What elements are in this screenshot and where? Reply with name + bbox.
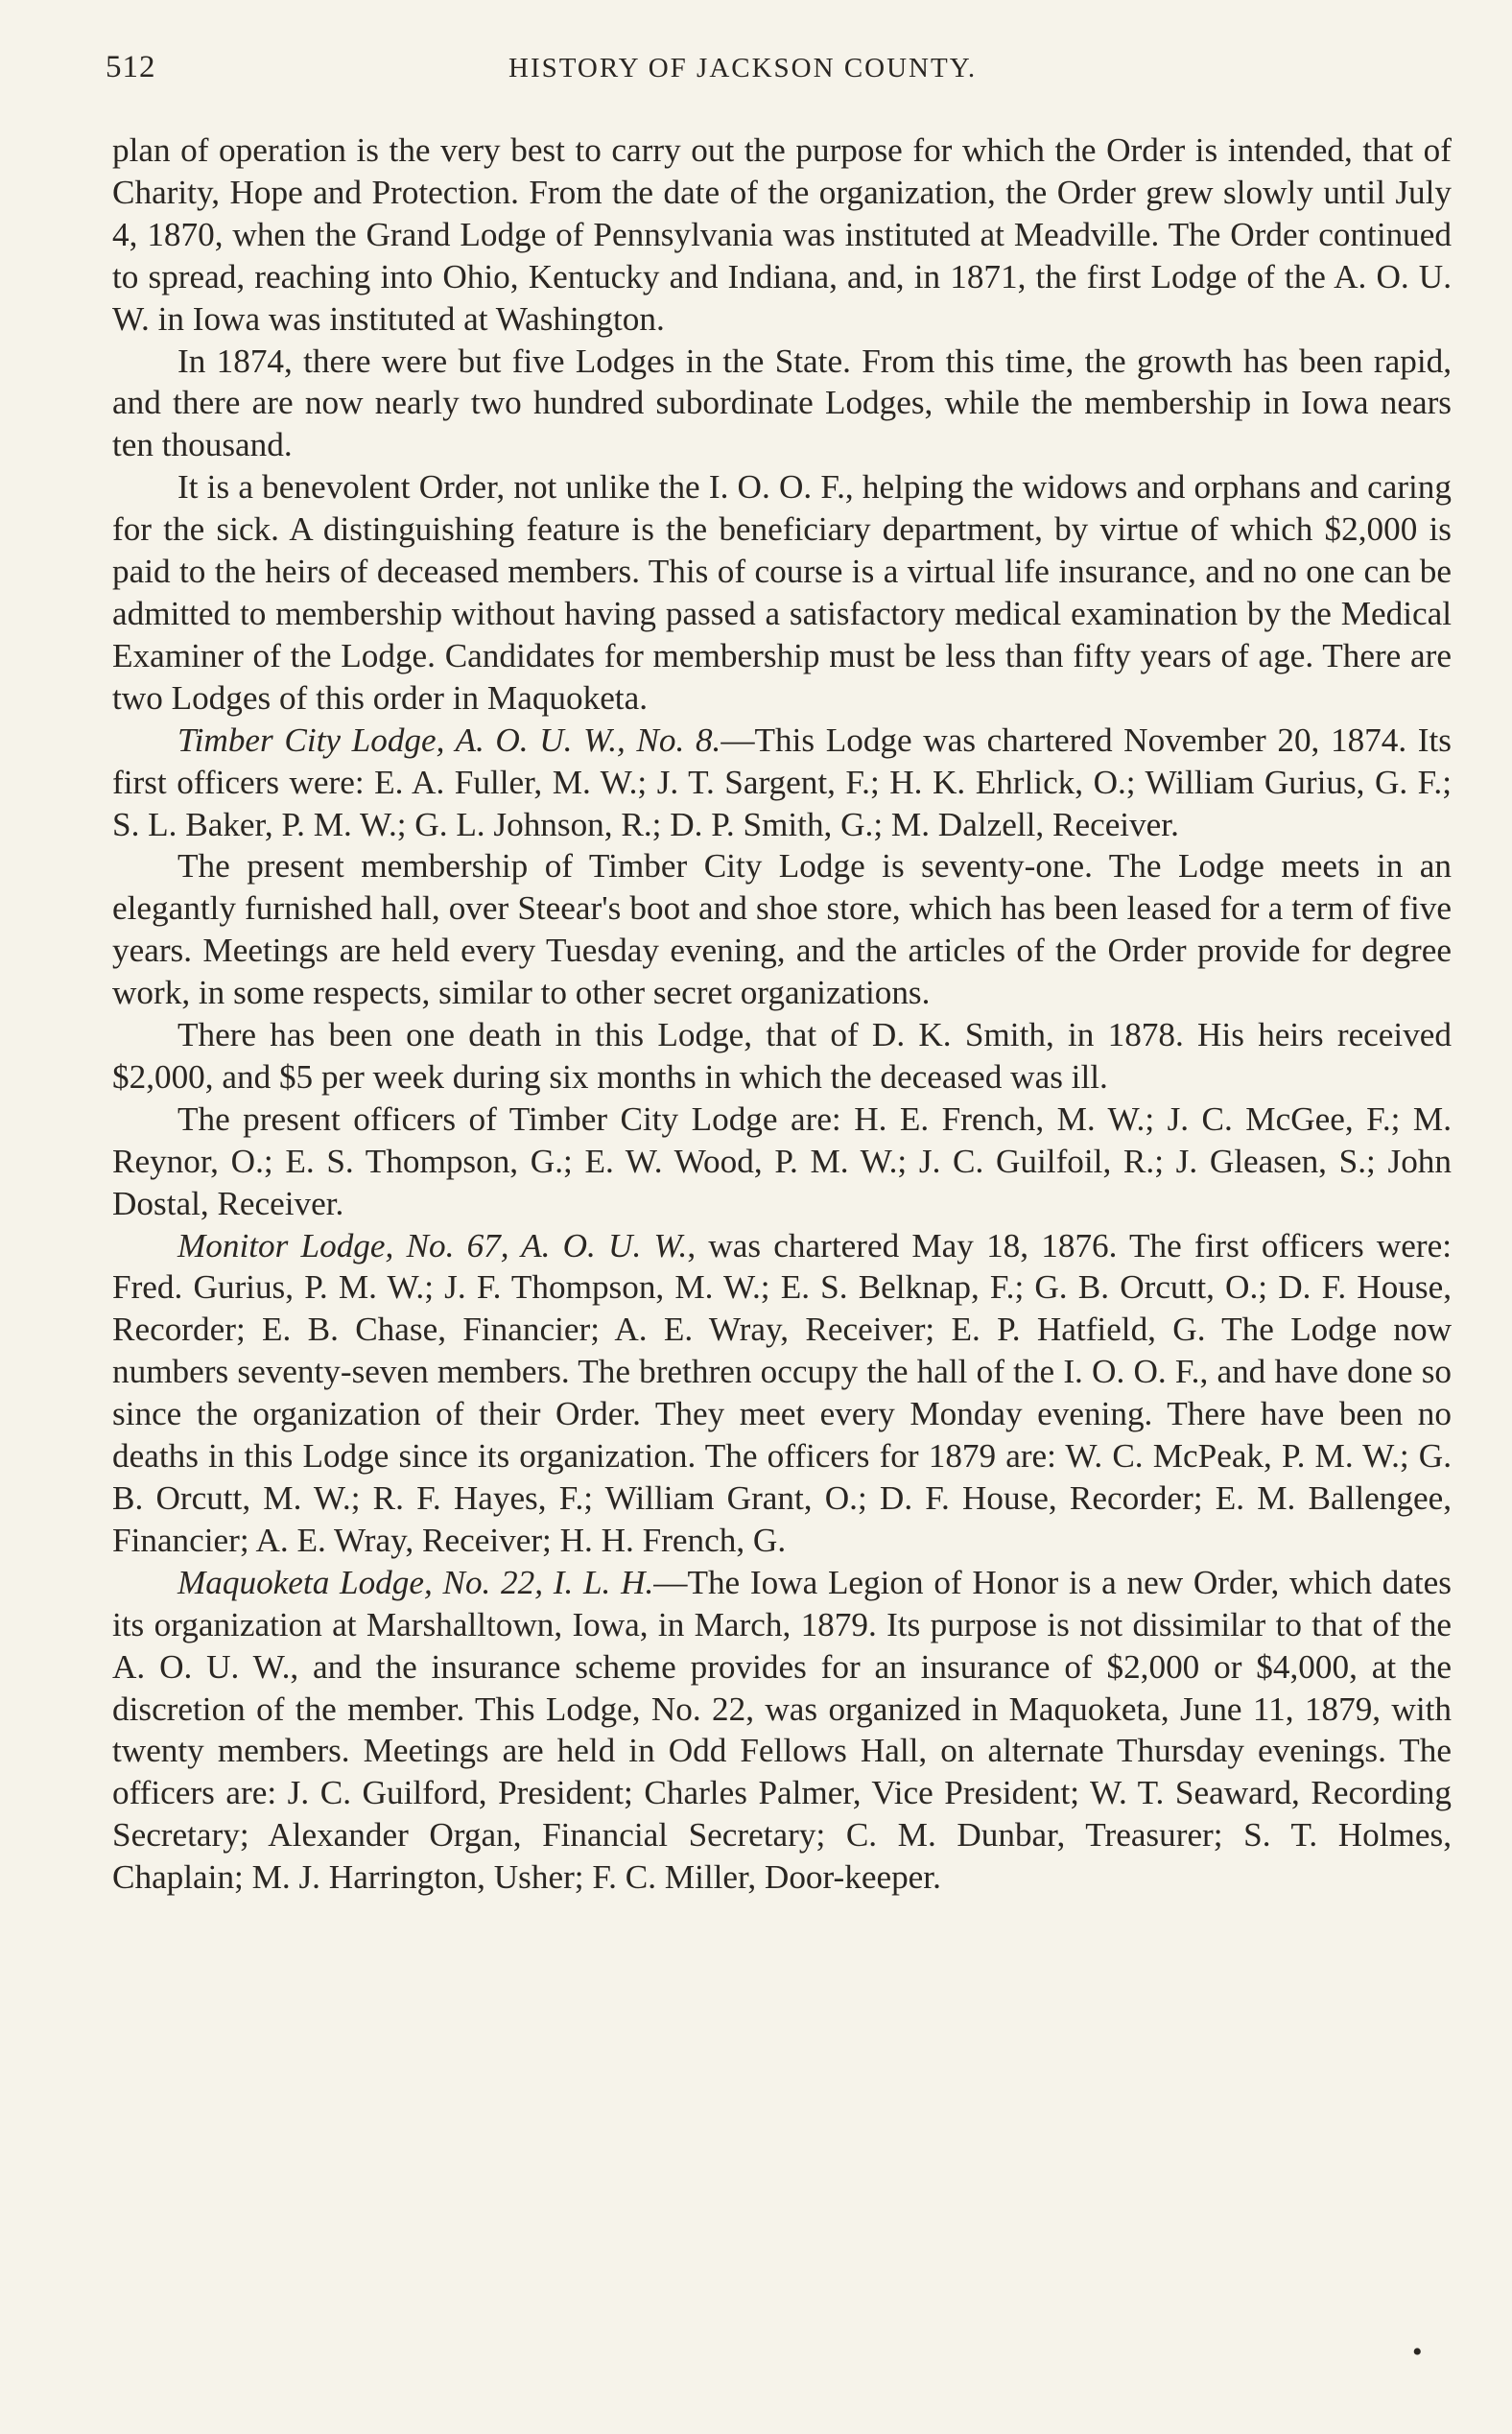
paragraph [112, 1099, 1452, 1225]
paragraph-text: It is a benevolent Order, not unlike the I. O. O. F., helping the widows and orphans and caring for the sick. A distinguishing feature is the beneficiary department, by virtue of which $2,000 is paid to the heirs of deceased members. This of course is a virtual life insurance, and no one can be admitted to membership without having passed a satisfactory medical examination by the Medical Examiner of the Lodge. Candidates for membership must be less than fifty years of age. There are two Lodges of this order in Maquoketa. [112, 468, 1452, 717]
paragraph-text: plan of operation is the very best to carry out the purpose for which the Order is intended, that of Charity, Hope and Protection. From the date of the organization, the Order grew slowly until July 4, 1870, when the Grand Lodge of Pennsylvania was instituted at Meadville. The Order continued to spread, reaching into Ohio, Kentucky and Indiana, and, in 1871, the first Lodge of the A. O. U. W. in Iowa was instituted at Washington. [112, 131, 1452, 338]
body-text [112, 130, 1452, 1899]
paragraph [112, 466, 1452, 719]
paragraph-text: —The Iowa Legion of Honor is a new Order, which dates its organization at Marshalltown, Iowa, in March, 1879. Its purpose is not dissimilar to that of the A. O. U. W., and the insurance scheme provides for an insurance of $2,000 or $4,000, at the discretion of the member. This Lodge, No. 22, was organized in Maquoketa, June 11, 1879, with twenty members. Meetings are held in Odd Fellows Hall, on alternate Thursday evenings. The officers are: J. C. Guilford, President; Charles Palmer, Vice President; W. T. Seaward, Recording Secretary; Alexander Organ, Financial Secretary; C. M. Dunbar, Treasurer; S. T. Holmes, Chaplain; M. J. Harrington, Usher; F. C. Miller, Door-keeper. [112, 1563, 1452, 1897]
paragraph [112, 130, 1452, 341]
paragraph-text: The present officers of Timber City Lodge are: H. E. French, M. W.; J. C. McGee, F.; M. Reynor, O.; E. S. Thompson, G.; E. W. Wood, P. M. W.; J. C. Guilfoil, R.; J. Gleasen, S.; John Dostal, Receiver. [112, 1099, 1452, 1222]
paragraph [112, 341, 1452, 467]
paragraph [112, 1014, 1452, 1099]
page-header [106, 50, 1453, 88]
lodge-heading: Maquoketa Lodge, No. 22, I. L. H. [177, 1563, 654, 1601]
lodge-heading: Monitor Lodge, No. 67, A. O. U. W. [177, 1226, 688, 1264]
paragraph [112, 1562, 1452, 1899]
paragraph [112, 845, 1452, 1014]
paragraph-text: , was chartered May 18, 1876. The first officers were: Fred. Gurius, P. M. W.; J. F. Thompson, M. W.; E. S. Belknap, F.; G. B. Orcutt, O.; D. F. House, Recorder; E. B. Chase, Financier; A. E. Wray, Receiver; E. P. Hatfield, G. The Lodge now numbers seventy-seven members. The brethren occupy the hall of the I. O. O. F., and have done so since the organization of their Order. They meet every Monday evening. There have been no deaths in this Lodge since its organization. The officers for 1879 are: W. C. McPeak, P. M. W.; G. B. Orcutt, M. W.; R. F. Hayes, F.; William Grant, O.; D. F. House, Recorder; E. M. Ballengee, Financier; A. E. Wray, Receiver; H. H. French, G. [112, 1226, 1452, 1559]
running-head: HISTORY OF JACKSON COUNTY. [508, 53, 978, 83]
paragraph [112, 720, 1452, 846]
paragraph-text: In 1874, there were but five Lodges in the State. From this time, the growth has been rapid, and there are now nearly two hundred subordinate Lodges, while the membership in Iowa nears ten thousand. [112, 342, 1452, 464]
paragraph-text: —This Lodge was chartered November 20, 1874. Its first officers were: E. A. Fuller, M. W.; J. T. Sargent, F.; H. K. Ehrlick, O.; William Gurius, G. F.; S. L. Baker, P. M. W.; G. L. Johnson, R.; D. P. Smith, G.; M. Dalzell, Receiver. [112, 721, 1452, 843]
paragraph-text: There has been one death in this Lodge, that of D. K. Smith, in 1878. His heirs received $2,000, and $5 per week during six months in which the deceased was ill. [112, 1016, 1452, 1096]
footer-mark: • [1412, 2336, 1423, 2368]
page-number: 512 [106, 50, 156, 84]
paragraph [112, 1225, 1452, 1562]
paragraph-text: The present membership of Timber City Lodge is seventy-one. The Lodge meets in an elegantly furnished hall, over Steear's boot and shoe store, which has been leased for a term of five years. Meetings are held every Tuesday evening, and the articles of the Order provide for degree work, in some respects, similar to other secret organizations. [112, 847, 1452, 1012]
lodge-heading: Timber City Lodge, A. O. U. W., No. 8. [177, 721, 721, 759]
